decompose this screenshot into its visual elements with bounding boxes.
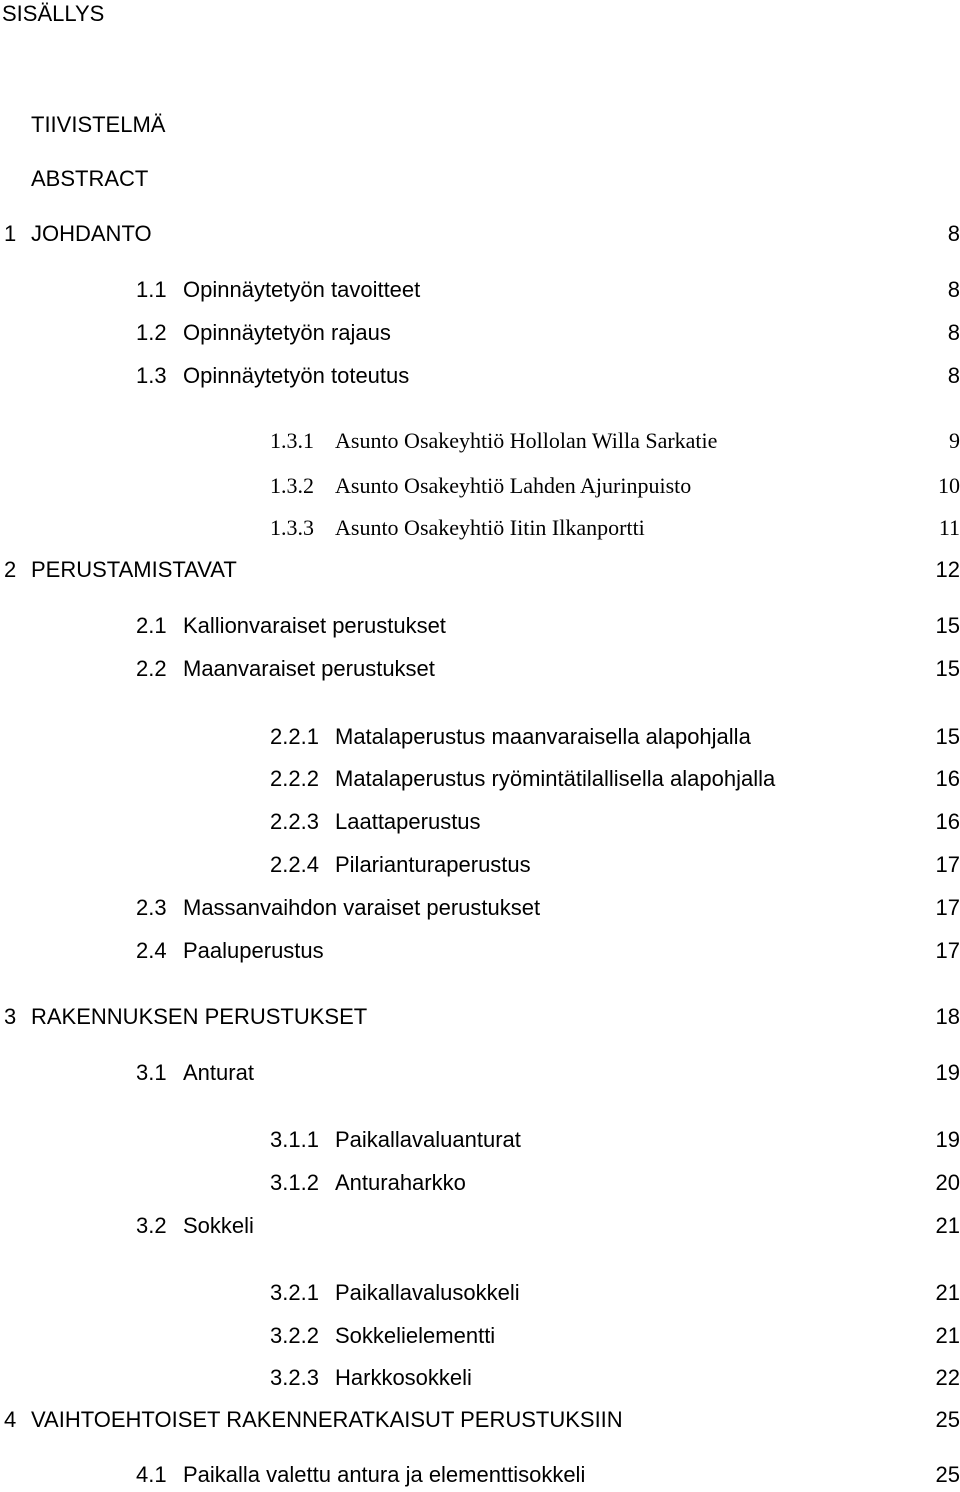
toc-entry-number: 2.2.3 (270, 809, 319, 834)
toc-entry-title: Paikalla valettu antura ja elementtisokkeli (183, 1462, 586, 1487)
toc-entry (0, 808, 960, 836)
toc-entry (0, 1126, 960, 1154)
toc-entry-number: 1.2 (136, 320, 167, 345)
toc-entry-page: 20 (935, 1170, 960, 1195)
toc-entry-number: 3.2.3 (270, 1365, 319, 1390)
toc-entry-title: Asunto Osakeyhtiö Lahden Ajurinpuisto (335, 473, 692, 498)
toc-entry-page: 21 (935, 1213, 960, 1238)
toc-entry-page: 16 (935, 809, 960, 834)
toc-entry (0, 165, 960, 193)
toc-entry-title: Sokkelielementti (335, 1323, 496, 1348)
toc-entry-number: 2.2.4 (270, 852, 319, 877)
toc-entry-title: Paikallavaluanturat (335, 1127, 521, 1152)
toc-entry-title: Asunto Osakeyhtiö Hollolan Willa Sarkatie (335, 428, 718, 453)
toc-entry (0, 1169, 960, 1197)
toc-entry-page: 25 (935, 1407, 960, 1432)
toc-entry (0, 556, 960, 584)
toc-entry-title: Paaluperustus (183, 938, 324, 963)
toc-entry-title: Opinnäytetyön toteutus (183, 363, 410, 388)
toc-entry-title: Laattaperustus (335, 809, 481, 834)
toc-entry-title: PERUSTAMISTAVAT (31, 557, 237, 582)
toc-entry (0, 1322, 960, 1350)
toc-entry-title: JOHDANTO (31, 221, 152, 246)
toc-entry-page: 18 (935, 1004, 960, 1029)
toc-entry-number: 2.3 (136, 895, 167, 920)
toc-entry-page: 11 (938, 515, 960, 540)
toc-entry-title: Opinnäytetyön tavoitteet (183, 277, 421, 302)
toc-entry-page: 16 (935, 766, 960, 791)
toc-entry-number: 3.2.2 (270, 1323, 319, 1348)
toc-entry-number: 3.1.2 (270, 1170, 319, 1195)
toc-entry (0, 655, 960, 683)
toc-entry-title: Sokkeli (183, 1213, 254, 1238)
toc-entry-page: 12 (935, 557, 960, 582)
toc-entry (0, 723, 960, 751)
toc-entry-page: 15 (935, 613, 960, 638)
toc-entry-number: 1.1 (136, 277, 167, 302)
toc-entry-number: 3.1.1 (270, 1127, 319, 1152)
toc-entry-page: 8 (947, 221, 960, 246)
toc-entry (0, 765, 960, 793)
toc-entry-title: Massanvaihdon varaiset perustukset (183, 895, 541, 920)
toc-entry-number: 2.2.1 (270, 724, 319, 749)
toc-entry (0, 276, 960, 304)
toc-entry-page: 9 (949, 428, 960, 453)
toc-entry-number: 3.2.1 (270, 1280, 319, 1305)
toc-entry (0, 894, 960, 922)
toc-entry-page: 17 (935, 938, 960, 963)
toc-entry-number: 3.2 (136, 1213, 167, 1238)
toc-entry (0, 1279, 960, 1307)
toc-entry-page: 8 (947, 363, 960, 388)
toc-entry (0, 514, 960, 542)
toc-entry-number: 1 (4, 221, 17, 246)
toc-entry-title: VAIHTOEHTOISET RAKENNERATKAISUT PERUSTUKSIIN (31, 1407, 623, 1432)
toc-entry (0, 1212, 960, 1240)
toc-entry-title: RAKENNUKSEN PERUSTUKSET (31, 1004, 368, 1029)
toc-entry-title: Asunto Osakeyhtiö Iitin Ilkanportti (335, 515, 645, 540)
toc-entry-number: 4.1 (136, 1462, 167, 1487)
toc-entry-number: 1.3.1 (270, 428, 314, 453)
toc-entry-number: 1.3.3 (270, 515, 314, 540)
toc-entry-number: 2.1 (136, 613, 167, 638)
toc-entry-page: 15 (935, 656, 960, 681)
toc-entry-page: 19 (935, 1060, 960, 1085)
toc-entry-title: TIIVISTELMÄ (31, 112, 166, 137)
toc-entry (0, 362, 960, 390)
toc-entry (0, 851, 960, 879)
toc-entry-title: Opinnäytetyön rajaus (183, 320, 391, 345)
toc-entry-page: 21 (935, 1280, 960, 1305)
toc-entry-page: 10 (938, 473, 960, 498)
toc-entry-number: 2.4 (136, 938, 167, 963)
toc-entry-page: 17 (935, 895, 960, 920)
toc-entry-title: Anturaharkko (335, 1170, 466, 1195)
toc-entry-number: 3.1 (136, 1060, 167, 1085)
toc-entry (0, 1059, 960, 1087)
toc-entry-number: 2.2.2 (270, 766, 319, 791)
toc-entry-page: 25 (935, 1462, 960, 1487)
toc-entry-page: 15 (935, 724, 960, 749)
toc-entry-number: 1.3 (136, 363, 167, 388)
toc-entry-title: Matalaperustus ryömintätilallisella alapohjalla (335, 766, 776, 791)
toc-entry-page: 22 (935, 1365, 960, 1390)
toc-entry-title: Harkkosokkeli (335, 1365, 472, 1390)
toc-entry-title: Kallionvaraiset perustukset (183, 613, 446, 638)
toc-entry-page: 17 (935, 852, 960, 877)
toc-entry-title: ABSTRACT (31, 166, 149, 191)
toc-entry-number: 1.3.2 (270, 473, 314, 498)
toc-entry-page: 19 (935, 1127, 960, 1152)
toc-entry (0, 111, 960, 139)
toc-entry (0, 1364, 960, 1392)
toc-entry-title: Pilarianturaperustus (335, 852, 531, 877)
toc-entry-title: Paikallavalusokkeli (335, 1280, 520, 1305)
toc-entry (0, 612, 960, 640)
toc-entry (0, 937, 960, 965)
toc-entry-number: 2.2 (136, 656, 167, 681)
toc-entry-page: 21 (935, 1323, 960, 1348)
toc-entry (0, 1003, 960, 1031)
toc-entry-number: 2 (4, 557, 17, 582)
toc-entry (0, 319, 960, 347)
toc-entry (0, 220, 960, 248)
toc-title: SISÄLLYS (2, 1, 105, 26)
toc-entry (0, 1461, 960, 1489)
toc-entry-page: 8 (947, 277, 960, 302)
toc-entry-title: Matalaperustus maanvaraisella alapohjalla (335, 724, 751, 749)
toc-entry-number: 4 (4, 1407, 17, 1432)
toc-entry-title: Anturat (183, 1060, 254, 1085)
toc-entry-number: 3 (4, 1004, 17, 1029)
toc-entry (0, 427, 960, 455)
toc-entry-page: 8 (947, 320, 960, 345)
toc-entry-title: Maanvaraiset perustukset (183, 656, 435, 681)
toc-entry (0, 1406, 960, 1434)
toc-entry (0, 472, 960, 500)
